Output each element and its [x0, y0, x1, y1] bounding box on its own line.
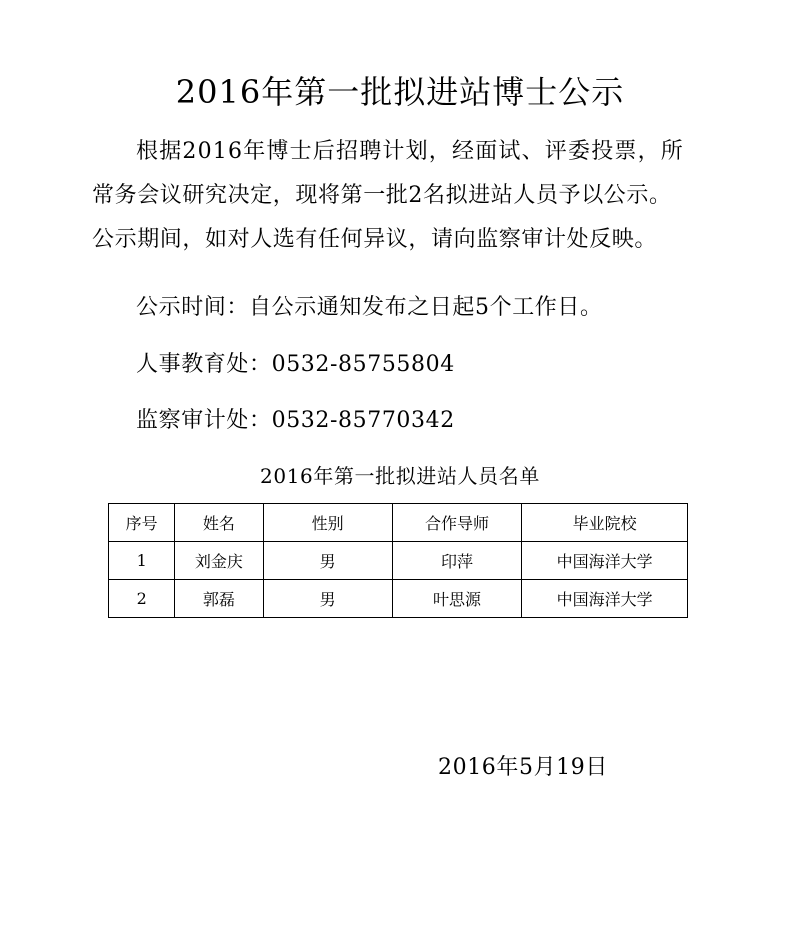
cell-name: 郭磊: [175, 580, 263, 618]
header-school: 毕业院校: [522, 504, 688, 542]
cell-gender: 男: [263, 542, 392, 580]
cell-seq: 1: [109, 542, 175, 580]
cell-seq: 2: [109, 580, 175, 618]
announcement-paragraph: [92, 130, 722, 262]
document-title: 2016年第一批拟进站博士公示: [175, 73, 625, 111]
table-row: [109, 580, 688, 618]
cell-school: 中国海洋大学: [522, 580, 688, 618]
header-name: 姓名: [175, 504, 263, 542]
header-supervisor: 合作导师: [392, 504, 522, 542]
table-row: [109, 542, 688, 580]
paragraph-line-2: 常务会议研究决定，现将第一批2名拟进站人员予以公示。: [92, 183, 672, 208]
cell-name: 刘金庆: [175, 542, 263, 580]
cell-gender: 男: [263, 580, 392, 618]
header-seq: 序号: [109, 504, 175, 542]
cell-supervisor: 印萍: [392, 542, 522, 580]
notice-time: 公示时间：自公示通知发布之日起5个工作日。: [136, 295, 603, 320]
table-title: 2016年第一批拟进站人员名单: [260, 464, 540, 488]
cell-supervisor: 叶思源: [392, 580, 522, 618]
candidate-table: [108, 503, 688, 618]
audit-contact: 监察审计处：0532-85770342: [136, 408, 455, 433]
cell-school: 中国海洋大学: [522, 542, 688, 580]
header-gender: 性别: [263, 504, 392, 542]
paragraph-line-3: 公示期间，如对人选有任何异议，请向监察审计处反映。: [92, 227, 658, 252]
paragraph-line-1: 根据2016年博士后招聘计划，经面试、评委投票，所: [136, 139, 684, 164]
table-header-row: [109, 504, 688, 542]
document-date: 2016年5月19日: [438, 755, 608, 780]
hr-contact: 人事教育处：0532-85755804: [136, 352, 455, 377]
